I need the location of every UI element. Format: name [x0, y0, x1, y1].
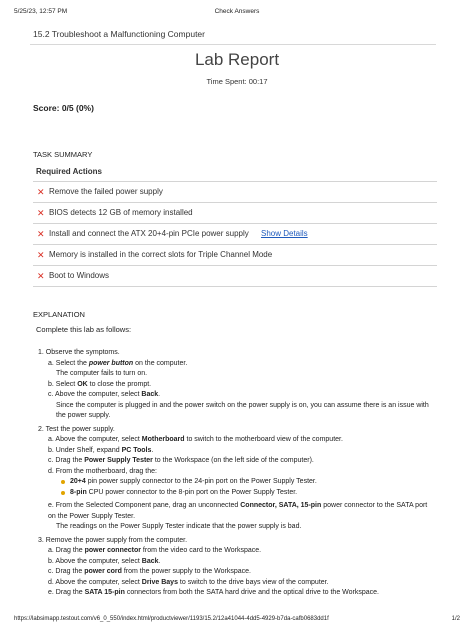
explanation-heading: EXPLANATION	[33, 310, 85, 319]
action-text: Boot to Windows	[49, 271, 110, 280]
step-substep: c. Above the computer, select Back.	[48, 391, 161, 398]
step-substep: c. Drag the Power Supply Tester to the Workspace (on the left side of the computer).	[48, 457, 314, 464]
header-divider	[30, 44, 436, 45]
step-bullet: 20+4 pin power supply connector to the 24-pin port on the Power Supply Tester.	[60, 477, 436, 488]
page-number: 1/2	[451, 616, 460, 622]
step-1	[38, 348, 436, 422]
required-actions-table	[33, 163, 437, 287]
step-note: The readings on the Power Supply Tester indicate that the power supply is bad.	[56, 523, 302, 530]
score: Score: 0/5 (0%)	[33, 103, 94, 113]
step-title: 3. Remove the power supply from the computer.	[38, 536, 188, 544]
required-actions-heading: Required Actions	[33, 163, 437, 182]
print-footer	[14, 616, 460, 626]
step-title: 2. Test the power supply.	[38, 425, 115, 433]
x-icon: ✕	[37, 250, 45, 260]
print-title: Check Answers	[214, 8, 260, 15]
action-text: BIOS detects 12 GB of memory installed	[49, 208, 193, 217]
step-substep: d. From the motherboard, drag the:	[48, 467, 157, 475]
step-substep: d. Above the computer, select Drive Bays to switch to the drive bays view of the computer.	[48, 578, 329, 586]
action-text: Memory is installed in the correct slots for Triple Channel Mode	[49, 250, 273, 259]
step-substep: c. Drag the power cord from the power supply to the Workspace.	[48, 568, 251, 575]
step-substep: a. Above the computer, select Motherboard to switch to the motherboard view of the computer.	[48, 436, 343, 443]
x-icon: ✕	[37, 187, 45, 197]
show-details-link[interactable]: Show Details	[260, 229, 308, 238]
bullet-dot-icon	[61, 491, 65, 495]
action-text: Remove the failed power supply	[49, 187, 163, 196]
step-3	[38, 536, 436, 599]
step-substep: b. Above the computer, select Back.	[48, 557, 161, 565]
print-header	[14, 8, 460, 20]
x-icon: ✕	[37, 208, 45, 218]
action-row	[33, 203, 437, 224]
x-icon: ✕	[37, 271, 45, 281]
action-row	[33, 245, 437, 266]
course-title: 15.2 Troubleshoot a Malfunctioning Computer	[33, 29, 205, 39]
page-url: https://labsimapp.testout.com/v6_0_550/index.html/productviewer/1193/15.2/12a41044-4dd5-4929-b7da-cafb0683dd1f	[14, 616, 329, 622]
step-note: Since the computer is plugged in and the power switch on the power supply is on, you can assume there is an issue with the power supply.	[56, 401, 429, 419]
action-row	[33, 182, 437, 203]
action-row	[33, 224, 437, 245]
step-substep: b. Select OK to close the prompt.	[48, 380, 152, 388]
page-title: Lab Report	[194, 50, 280, 69]
task-summary-heading: TASK SUMMARY	[33, 150, 93, 159]
explanation-steps	[38, 348, 436, 602]
explanation-intro: Complete this lab as follows:	[36, 325, 132, 334]
step-substep: a. Drag the power connector from the video card to the Workspace.	[48, 547, 262, 554]
step-substep: e. From the Selected Component pane, drag an unconnected Connector, SATA, 15-pin power connector to the SATA port on the Power Supply Tester.	[48, 502, 428, 520]
action-text: Install and connect the ATX 20+4-pin PCIe power supply	[49, 229, 249, 238]
print-date: 5/25/23, 12:57 PM	[14, 8, 68, 15]
step-bullet: 8-pin CPU power connector to the 8-pin port on the Power Supply Tester.	[60, 488, 436, 499]
time-spent: Time Spent: 00:17	[206, 77, 268, 86]
x-icon: ✕	[37, 229, 45, 239]
bullet-dot-icon	[61, 480, 65, 484]
step-substep: e. Drag the SATA 15-pin connectors from both the SATA hard drive and the optical drive to the Workspace.	[48, 589, 379, 596]
action-row	[33, 266, 437, 287]
step-title: 1. Observe the symptoms.	[38, 349, 120, 356]
step-note: The computer fails to turn on.	[56, 370, 148, 377]
step-2	[38, 425, 436, 533]
step-substep: a. Select the power button on the computer.	[48, 359, 188, 367]
step-substep: b. Under Shelf, expand PC Tools.	[48, 446, 154, 454]
